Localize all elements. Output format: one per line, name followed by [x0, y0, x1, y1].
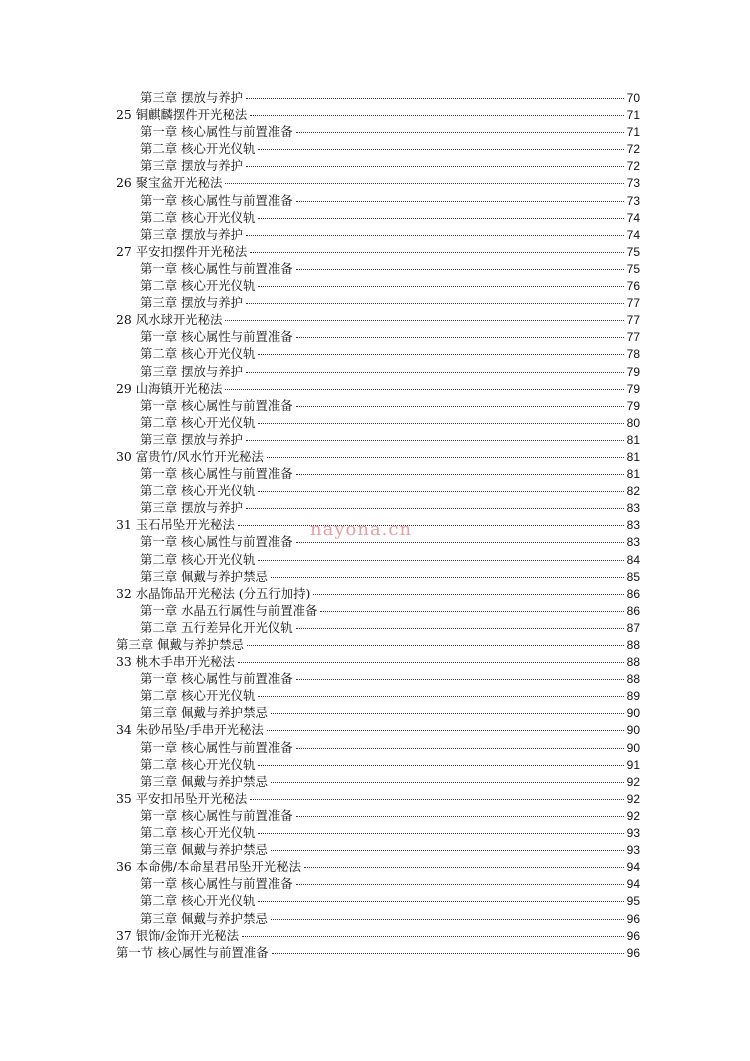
toc-subentry[interactable] [116, 773, 640, 790]
toc-page-number: 82 [626, 484, 640, 499]
toc-entry-title: 第二章 核心开光仪轨 [140, 688, 256, 704]
dot-leader [271, 577, 624, 578]
toc-subentry[interactable] [116, 602, 640, 619]
toc-page-number: 73 [626, 193, 640, 208]
toc-entry[interactable] [116, 721, 640, 738]
toc-subentry[interactable] [116, 345, 640, 362]
toc-entry-title: 第三章 佩戴与养护禁忌 [140, 568, 268, 584]
toc-entry-title: 第二章 核心开光仪轨 [140, 756, 256, 772]
toc-page-number: 74 [626, 210, 640, 225]
dot-leader [250, 799, 623, 800]
toc-subentry[interactable] [116, 89, 640, 106]
toc-page-number: 93 [626, 826, 640, 841]
toc-page-number: 88 [626, 655, 640, 670]
dot-leader [238, 662, 624, 663]
toc-entry-title: 27 平安扣摆件开光秘法 [116, 243, 248, 259]
toc-page-number: 92 [626, 808, 640, 823]
toc-page-number: 72 [626, 142, 640, 157]
dot-leader [258, 491, 623, 492]
dot-leader [225, 320, 623, 321]
toc-page-number: 81 [626, 449, 640, 464]
toc-subentry[interactable] [116, 431, 640, 448]
toc-entry-title: 30 富贵竹/风水竹开光秘法 [116, 448, 264, 464]
toc-entry[interactable] [116, 790, 640, 807]
toc-entry-title: 36 本命佛/本命星君吊坠开光秘法 [116, 859, 301, 875]
toc-entry[interactable] [116, 311, 640, 328]
toc-entry-title: 34 朱砂吊坠/手串开光秘法 [116, 722, 264, 738]
toc-page-number: 95 [626, 894, 640, 909]
toc-page-number: 77 [626, 330, 640, 345]
dot-leader [296, 406, 624, 407]
toc-entry-title: 29 山海镇开光秘法 [116, 380, 223, 396]
dot-leader [246, 508, 624, 509]
toc-entry-title: 第一章 核心属性与前置准备 [140, 397, 293, 413]
toc-page-number: 96 [626, 928, 640, 943]
dot-leader [296, 201, 624, 202]
dot-leader [296, 816, 624, 817]
toc-subentry[interactable] [116, 687, 640, 704]
toc-subentry[interactable] [116, 328, 640, 345]
dot-leader [246, 372, 624, 373]
toc-subentry[interactable] [116, 807, 640, 824]
watermark: nayona.cn [310, 519, 413, 540]
toc-page-number: 80 [626, 415, 640, 430]
toc-subentry[interactable] [116, 397, 640, 414]
toc-page-number: 83 [626, 518, 640, 533]
dot-leader [296, 337, 624, 338]
dot-leader [258, 833, 623, 834]
toc-entry-title: 26 聚宝盆开光秘法 [116, 175, 223, 191]
toc-entry-title: 第一章 水晶五行属性与前置准备 [140, 602, 318, 618]
toc-subentry[interactable] [116, 670, 640, 687]
toc-page-number: 85 [626, 569, 640, 584]
toc-entry-title: 第一章 核心属性与前置准备 [140, 739, 293, 755]
toc-subentry[interactable] [116, 568, 640, 585]
toc-entry[interactable] [116, 106, 640, 123]
toc-entry-title: 33 桃木手串开光秘法 [116, 654, 235, 670]
dot-leader [258, 423, 623, 424]
toc-entry-title: 32 水晶饰品开光秘法 (分五行加持) [116, 585, 311, 601]
toc-entry-title: 第二章 核心开光仪轨 [140, 414, 256, 430]
toc-page-number: 91 [626, 757, 640, 772]
toc-entry[interactable] [116, 944, 640, 961]
toc-page-number: 72 [626, 159, 640, 174]
toc-entry-title: 第二章 核心开光仪轨 [140, 825, 256, 841]
toc-entry-title: 28 风水球开光秘法 [116, 312, 223, 328]
toc-subentry[interactable] [116, 619, 640, 636]
toc-page-number: 92 [626, 791, 640, 806]
toc-page-number: 87 [626, 620, 640, 635]
toc-page-number: 76 [626, 279, 640, 294]
dot-leader [320, 611, 623, 612]
toc-page-number: 89 [626, 689, 640, 704]
dot-leader [246, 98, 624, 99]
toc-page-number: 90 [626, 723, 640, 738]
toc-entry-title: 第二章 五行差异化开光仪轨 [140, 619, 293, 635]
toc-page-number: 79 [626, 398, 640, 413]
toc-entry[interactable] [116, 858, 640, 875]
toc-entry[interactable] [116, 927, 640, 944]
dot-leader [238, 525, 624, 526]
toc-entry[interactable] [116, 585, 640, 602]
toc-page-number: 78 [626, 347, 640, 362]
dot-leader [258, 354, 623, 355]
toc-page-number: 79 [626, 364, 640, 379]
dot-leader [246, 303, 624, 304]
dot-leader [296, 132, 624, 133]
toc-entry[interactable] [116, 174, 640, 191]
dot-leader [246, 440, 624, 441]
dot-leader [296, 269, 624, 270]
toc-subentry[interactable] [116, 209, 640, 226]
toc-entry[interactable] [116, 653, 640, 670]
toc-page-number: 75 [626, 261, 640, 276]
toc-entry-title: 第一章 核心属性与前置准备 [140, 534, 293, 550]
toc-entry-title: 第一节 核心属性与前置准备 [116, 944, 269, 960]
toc-subentry[interactable] [116, 414, 640, 431]
toc-subentry[interactable] [116, 482, 640, 499]
toc-page-number: 71 [626, 108, 640, 123]
toc-entry[interactable] [116, 243, 640, 260]
dot-leader [258, 696, 623, 697]
toc-entry-title: 31 玉石吊坠开光秘法 [116, 517, 235, 533]
toc-subentry[interactable] [116, 739, 640, 756]
toc-entry-title: 37 银饰/金饰开光秘法 [116, 927, 240, 943]
toc-entry-title: 第三章 摆放与养护 [140, 295, 244, 311]
dot-leader [258, 218, 623, 219]
toc-page-number: 88 [626, 672, 640, 687]
toc-subentry[interactable] [116, 363, 640, 380]
toc-subentry[interactable] [116, 465, 640, 482]
dot-leader [250, 115, 623, 116]
toc-entry-title: 第一章 核心属性与前置准备 [140, 124, 293, 140]
dot-leader [271, 782, 624, 783]
toc-entry-title: 第三章 摆放与养护 [140, 500, 244, 516]
dot-leader [313, 594, 623, 595]
toc-page-number: 77 [626, 296, 640, 311]
toc-page-number: 94 [626, 860, 640, 875]
toc-page-number: 94 [626, 877, 640, 892]
dot-leader [296, 474, 624, 475]
toc-subentry[interactable] [116, 704, 640, 721]
toc-subentry[interactable] [116, 294, 640, 311]
toc-page-number: 88 [626, 638, 640, 652]
toc-page-number: 83 [626, 535, 640, 550]
toc-entry-title: 第三章 摆放与养护 [140, 363, 244, 379]
toc-page-number: 84 [626, 552, 640, 567]
dot-leader [296, 748, 624, 749]
toc-entry-title: 第一章 核心属性与前置准备 [140, 671, 293, 687]
toc-subentry[interactable] [116, 277, 640, 294]
toc-page-number: 83 [626, 501, 640, 516]
toc-entry-title: 第二章 核心开光仪轨 [140, 551, 256, 567]
toc-page-number: 81 [626, 432, 640, 447]
toc-page-number: 96 [626, 945, 640, 960]
toc-entry-title: 第二章 核心开光仪轨 [140, 141, 256, 157]
toc-page-number: 71 [626, 125, 640, 140]
toc-page-number: 86 [626, 586, 640, 601]
dot-leader [271, 919, 624, 920]
toc-entry-title: 35 平安扣吊坠开光秘法 [116, 790, 248, 806]
toc-page-number: 90 [626, 740, 640, 755]
toc-subentry[interactable] [116, 157, 640, 174]
toc-page-number: 92 [626, 774, 640, 789]
toc-subentry[interactable] [116, 841, 640, 858]
toc-entry-title: 第二章 核心开光仪轨 [140, 893, 256, 909]
toc-entry-title: 第二章 核心开光仪轨 [140, 483, 256, 499]
toc-entry-title: 第二章 核心开光仪轨 [140, 209, 256, 225]
toc-subentry[interactable] [116, 260, 640, 277]
toc-page-number: 75 [626, 244, 640, 259]
toc-entry-title: 第一章 核心属性与前置准备 [140, 466, 293, 482]
toc-entry-title: 第三章 摆放与养护 [140, 158, 244, 174]
dot-leader [258, 901, 623, 902]
dot-leader [247, 645, 624, 646]
toc-entry-title: 第一章 核心属性与前置准备 [140, 807, 293, 823]
toc-page-number: 77 [626, 313, 640, 328]
toc-page-number: 86 [626, 603, 640, 618]
toc-entry-title: 第二章 核心开光仪轨 [140, 278, 256, 294]
dot-leader [296, 884, 624, 885]
dot-leader [271, 713, 624, 714]
toc-subentry[interactable] [116, 910, 640, 927]
dot-leader [246, 235, 624, 236]
dot-leader [250, 252, 623, 253]
toc-subentry[interactable] [116, 192, 640, 209]
toc-entry-title: 第一章 核心属性与前置准备 [140, 876, 293, 892]
toc-page-number: 96 [626, 911, 640, 926]
toc-subentry[interactable] [116, 140, 640, 157]
dot-leader [258, 765, 623, 766]
dot-leader [258, 149, 623, 150]
toc-entry-title: 第三章 佩戴与养护禁忌 [140, 842, 268, 858]
dot-leader [242, 936, 624, 937]
toc-page-number: 74 [626, 227, 640, 242]
dot-leader [246, 166, 624, 167]
toc-subentry[interactable] [116, 824, 640, 841]
toc-page-number: 79 [626, 381, 640, 396]
toc-entry-title: 第三章 摆放与养护 [140, 226, 244, 242]
toc-entry-title: 第一章 核心属性与前置准备 [140, 192, 293, 208]
toc-entry[interactable] [116, 448, 640, 465]
dot-leader [225, 183, 623, 184]
dot-leader [258, 560, 623, 561]
toc-page-number: 93 [626, 843, 640, 858]
dot-leader [267, 730, 624, 731]
toc-entry-title: 第三章 佩戴与养护禁忌 [140, 705, 268, 721]
dot-leader [304, 867, 624, 868]
toc-entry-title: 第三章 摆放与养护 [140, 431, 244, 447]
dot-leader [296, 542, 624, 543]
toc-subentry[interactable] [116, 551, 640, 568]
toc-entry-title: 第三章 佩戴与养护禁忌 [116, 637, 244, 652]
dot-leader [267, 457, 624, 458]
dot-leader [225, 389, 623, 390]
toc-entry-title: 第一章 核心属性与前置准备 [140, 329, 293, 345]
toc-subentry[interactable] [116, 875, 640, 892]
toc-subentry[interactable] [116, 756, 640, 773]
dot-leader [271, 850, 624, 851]
toc-page-number: 70 [626, 91, 640, 105]
toc-entry-title: 25 铜麒麟摆件开光秘法 [116, 107, 248, 123]
dot-leader [296, 679, 624, 680]
toc-entry-title: 第二章 核心开光仪轨 [140, 346, 256, 362]
toc-entry-title: 第三章 佩戴与养护禁忌 [140, 773, 268, 789]
toc-subentry[interactable] [116, 226, 640, 243]
toc-page-number: 81 [626, 467, 640, 482]
toc-entry[interactable] [116, 380, 640, 397]
toc-subentry[interactable] [116, 499, 640, 516]
toc-subentry[interactable] [116, 123, 640, 140]
dot-leader [272, 953, 624, 954]
dot-leader [296, 628, 624, 629]
toc-page-number: 73 [626, 176, 640, 191]
toc-entry-title: 第三章 摆放与养护 [140, 90, 244, 105]
toc-entry-title: 第三章 佩戴与养护禁忌 [140, 910, 268, 926]
dot-leader [258, 286, 623, 287]
toc-entry[interactable] [116, 636, 640, 653]
toc-subentry[interactable] [116, 892, 640, 909]
toc-entry-title: 第一章 核心属性与前置准备 [140, 260, 293, 276]
toc-page-number: 90 [626, 706, 640, 721]
